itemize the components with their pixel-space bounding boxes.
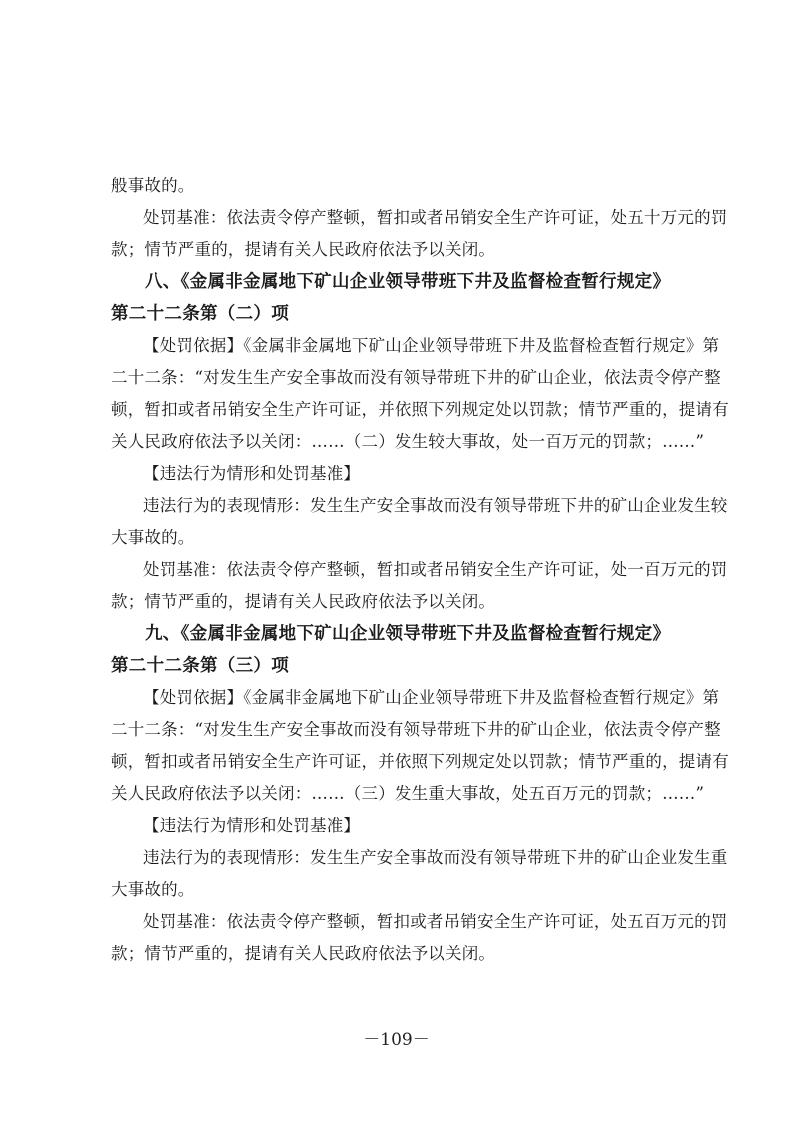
section-heading-9: 九、《金属非金属地下矿山企业领导带班下井及监督检查暂行规定》 (145, 624, 671, 644)
penalty-basis-line: 关人民政府依法予以关闭：……（二）发生较大事故，处一百万元的罚款；……” (111, 432, 705, 451)
page-number: －109－ (363, 1030, 430, 1050)
penalty-basis-line: 顿，暂扣或者吊销安全生产许可证，并依照下列规定处以罚款；情节严重的，提请有 (111, 400, 729, 419)
violation-circumstance-line: 大事故的。 (111, 880, 195, 899)
penalty-basis-line: 二十二条：“对发生生产安全事故而没有领导带班下井的矿山企业，依法责令停产整 (111, 368, 721, 387)
penalty-basis-line: 【处罚依据】《金属非金属地下矿山企业领导带班下井及监督检查暂行规定》第 (143, 336, 720, 355)
penalty-standard-line: 款；情节严重的，提请有关人民政府依法予以关闭。 (111, 240, 496, 259)
subsection-label: 【违法行为情形和处罚基准】 (143, 464, 361, 483)
section-heading-9-continued: 第二十二条第（三）项 (111, 656, 289, 676)
penalty-basis-line: 关人民政府依法予以关闭：……（三）发生重大事故，处五百万元的罚款；……” (111, 784, 705, 803)
subsection-label: 【违法行为情形和处罚基准】 (143, 816, 361, 835)
penalty-basis-line: 二十二条：“对发生生产安全事故而没有领导带班下井的矿山企业，依法责令停产整 (111, 720, 721, 739)
penalty-standard-line: 处罚基准：依法责令停产整顿，暂扣或者吊销安全生产许可证，处一百万元的罚 (143, 560, 728, 579)
penalty-basis-line: 顿，暂扣或者吊销安全生产许可证，并依照下列规定处以罚款；情节严重的，提请有 (111, 752, 729, 771)
penalty-standard-line: 处罚基准：依法责令停产整顿，暂扣或者吊销安全生产许可证，处五十万元的罚 (143, 208, 728, 227)
paragraph-continuation: 般事故的。 (111, 176, 195, 195)
violation-circumstance-line: 大事故的。 (111, 528, 195, 547)
penalty-standard-line: 处罚基准：依法责令停产整顿，暂扣或者吊销安全生产许可证，处五百万元的罚 (143, 912, 728, 931)
penalty-standard-line: 款；情节严重的，提请有关人民政府依法予以关闭。 (111, 592, 496, 611)
penalty-basis-line: 【处罚依据】《金属非金属地下矿山企业领导带班下井及监督检查暂行规定》第 (143, 688, 720, 707)
violation-circumstance-line: 违法行为的表现情形：发生生产安全事故而没有领导带班下井的矿山企业发生较 (143, 496, 728, 515)
penalty-standard-line: 款；情节严重的，提请有关人民政府依法予以关闭。 (111, 944, 496, 963)
violation-circumstance-line: 违法行为的表现情形：发生生产安全事故而没有领导带班下井的矿山企业发生重 (143, 848, 728, 867)
section-heading-8: 八、《金属非金属地下矿山企业领导带班下井及监督检查暂行规定》 (145, 272, 671, 292)
section-heading-8-continued: 第二十二条第（二）项 (111, 304, 289, 324)
